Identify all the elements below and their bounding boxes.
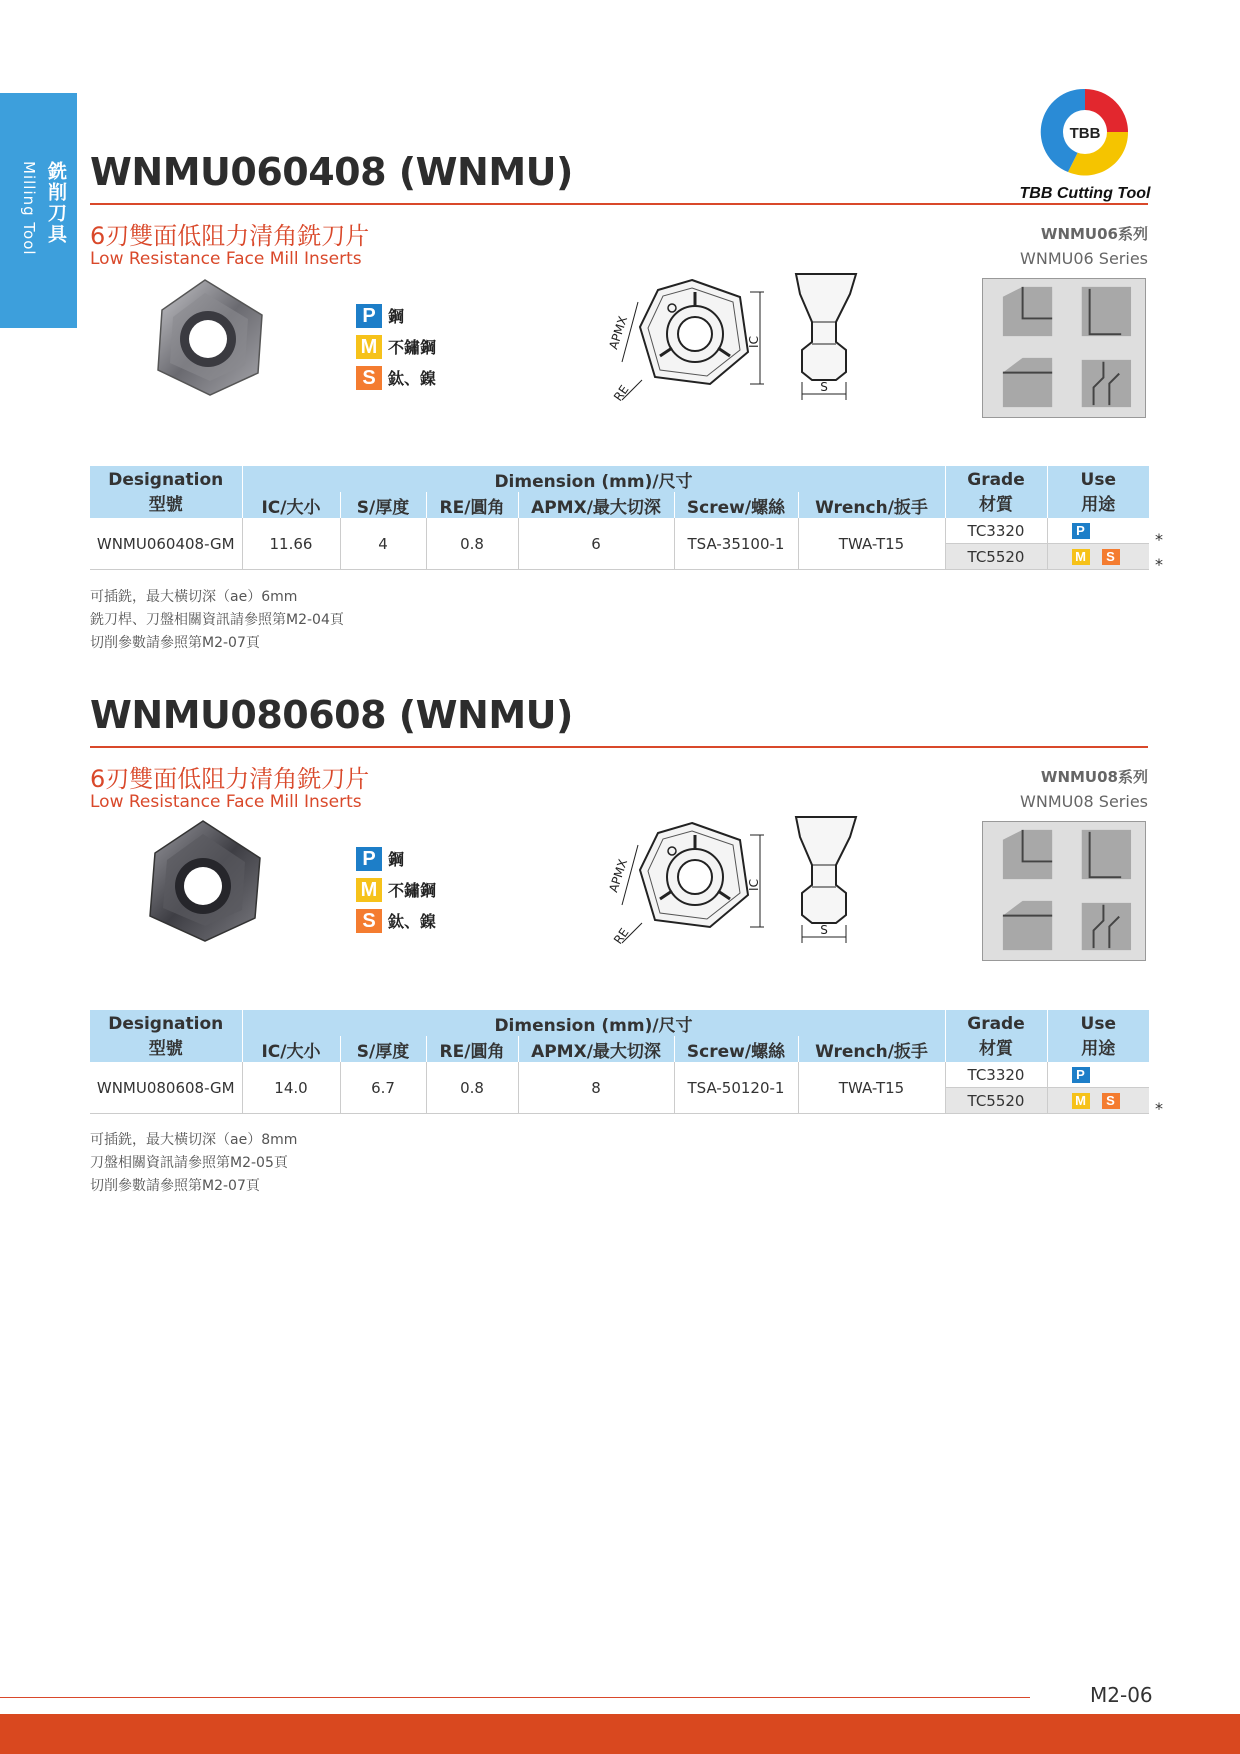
table-row (90, 518, 1149, 544)
logo-text: TBB (1069, 125, 1101, 142)
grade-header: Grade 材質 (945, 466, 1047, 518)
apmx-header: APMX/最大切深 (518, 1036, 674, 1062)
use-badge-p: P (1072, 1067, 1090, 1083)
footer-bar (0, 1714, 1240, 1754)
dimension-header: Dimension (mm)/尺寸 (242, 1010, 945, 1036)
insert-photo (145, 818, 265, 943)
legend-mark-m: M (356, 878, 382, 902)
note-line: 可插銑，最大橫切深（ae）6mm (90, 589, 298, 605)
tbb-logo-icon (1038, 85, 1132, 179)
footer-divider (0, 1697, 1030, 1698)
page-number: M2-06 (1090, 1683, 1153, 1707)
use-badge-s: S (1102, 1093, 1120, 1109)
section-subtitle-en: Low Resistance Face Mill Inserts (90, 249, 362, 269)
legend-item (356, 874, 436, 905)
legend-mark-s: S (356, 909, 382, 933)
screw-cell: TSA-50120-1 (674, 1062, 798, 1114)
grade-header: Grade 材質 (945, 1010, 1047, 1062)
screw-cell: TSA-35100-1 (674, 518, 798, 570)
screw-header: Screw/螺絲 (674, 492, 798, 518)
use-badge-p: P (1072, 523, 1090, 539)
section-notes-1 (90, 586, 344, 655)
use-cell (1047, 1062, 1149, 1088)
spec-table-2 (90, 1010, 1149, 1114)
table-row (90, 1062, 1149, 1088)
section-subtitle-zh: 6刃雙面低阻力清角銑刀片 (90, 222, 370, 250)
ic-cell: 14.0 (242, 1062, 340, 1114)
use-header: Use 用途 (1047, 466, 1149, 518)
re-cell: 0.8 (426, 1062, 518, 1114)
legend-mark-m: M (356, 335, 382, 359)
insert-photo (150, 275, 270, 400)
use-badge-s: S (1102, 549, 1120, 565)
apmx-cell: 6 (518, 518, 674, 570)
apmx-header: APMX/最大切深 (518, 492, 674, 518)
designation-cell: WNMU080608-GM (90, 1062, 242, 1114)
apmx-label: APMX (606, 314, 631, 352)
re-label: RE (610, 382, 632, 404)
legend-mark-p: P (356, 304, 382, 328)
s-label: S (820, 923, 828, 937)
legend-item (356, 905, 436, 936)
ic-header: IC/大小 (242, 1036, 340, 1062)
screw-header: Screw/螺絲 (674, 1036, 798, 1062)
apmx-label: APMX (606, 857, 631, 895)
legend-label: 不鏽鋼 (388, 338, 437, 357)
recommended-star: * (1155, 530, 1163, 549)
application-diagram (982, 278, 1146, 418)
application-diagram (982, 821, 1146, 961)
note-line: 銑刀桿、刀盤相關資訊請參照第M2-04頁 (90, 612, 344, 628)
use-badge-m: M (1072, 1093, 1090, 1109)
use-cell (1047, 518, 1149, 544)
brand-logo (1010, 85, 1160, 210)
section-notes-2 (90, 1129, 297, 1198)
legend-mark-p: P (356, 847, 382, 871)
use-badge-m: M (1072, 549, 1090, 565)
section-divider (90, 746, 1148, 748)
re-header: RE/圓角 (426, 1036, 518, 1062)
spec-table-1 (90, 466, 1149, 570)
grade-cell: TC3320 (945, 1062, 1047, 1088)
legend-item (356, 843, 436, 874)
ic-cell: 11.66 (242, 518, 340, 570)
legend-item (356, 362, 436, 393)
grade-cell: TC5520 (945, 1088, 1047, 1114)
legend-label: 鋼 (388, 850, 405, 869)
wrench-cell: TWA-T15 (798, 1062, 945, 1114)
grade-cell: TC5520 (945, 544, 1047, 570)
re-header: RE/圓角 (426, 492, 518, 518)
designation-header: Designation 型號 (90, 1010, 242, 1062)
recommended-star: * (1155, 1099, 1163, 1118)
wrench-cell: TWA-T15 (798, 518, 945, 570)
s-header: S/厚度 (340, 492, 426, 518)
s-header: S/厚度 (340, 1036, 426, 1062)
designation-header: Designation 型號 (90, 466, 242, 518)
side-tab (0, 93, 77, 328)
use-header: Use 用途 (1047, 1010, 1149, 1062)
s-label: S (820, 380, 828, 394)
series-label-zh: WNMU06系列 (1040, 225, 1148, 243)
re-label: RE (610, 925, 632, 947)
ic-label: IC (747, 879, 761, 891)
ic-header: IC/大小 (242, 492, 340, 518)
dimension-header: Dimension (mm)/尺寸 (242, 466, 945, 492)
section-divider (90, 203, 1148, 205)
series-label-zh: WNMU08系列 (1040, 768, 1148, 786)
note-line: 刀盤相關資訊請參照第M2-05頁 (90, 1155, 288, 1171)
wrench-header: Wrench/扳手 (798, 492, 945, 518)
grade-cell: TC3320 (945, 518, 1047, 544)
section-subtitle-en: Low Resistance Face Mill Inserts (90, 792, 362, 812)
series-label-en: WNMU06 Series (1020, 249, 1148, 268)
side-tab-en: Milling Tool (20, 161, 38, 256)
wrench-header: Wrench/扳手 (798, 1036, 945, 1062)
material-legend (356, 843, 436, 936)
apmx-cell: 8 (518, 1062, 674, 1114)
insert-technical-drawing (600, 272, 870, 407)
legend-label: 不鏽鋼 (388, 881, 437, 900)
legend-item (356, 300, 436, 331)
note-line: 切削參數請參照第M2-07頁 (90, 1178, 260, 1194)
use-cell (1047, 1088, 1149, 1114)
re-cell: 0.8 (426, 518, 518, 570)
side-tab-zh: 銑削刀具 (45, 161, 67, 245)
use-cell (1047, 544, 1149, 570)
legend-label: 鈦、鎳 (388, 912, 437, 931)
designation-cell: WNMU060408-GM (90, 518, 242, 570)
note-line: 切削參數請參照第M2-07頁 (90, 635, 260, 651)
section-title: WNMU080608 (WNMU) (90, 693, 573, 737)
insert-technical-drawing (600, 815, 870, 950)
legend-item (356, 331, 436, 362)
s-cell: 4 (340, 518, 426, 570)
note-line: 可插銑，最大橫切深（ae）8mm (90, 1132, 298, 1148)
legend-label: 鋼 (388, 307, 405, 326)
brand-name: TBB Cutting Tool (1019, 185, 1151, 202)
legend-mark-s: S (356, 366, 382, 390)
series-label-en: WNMU08 Series (1020, 792, 1148, 811)
section-subtitle-zh: 6刃雙面低阻力清角銑刀片 (90, 765, 370, 793)
s-cell: 6.7 (340, 1062, 426, 1114)
section-title: WNMU060408 (WNMU) (90, 150, 573, 194)
legend-label: 鈦、鎳 (388, 369, 437, 388)
recommended-star: * (1155, 555, 1163, 574)
material-legend (356, 300, 436, 393)
ic-label: IC (747, 336, 761, 348)
